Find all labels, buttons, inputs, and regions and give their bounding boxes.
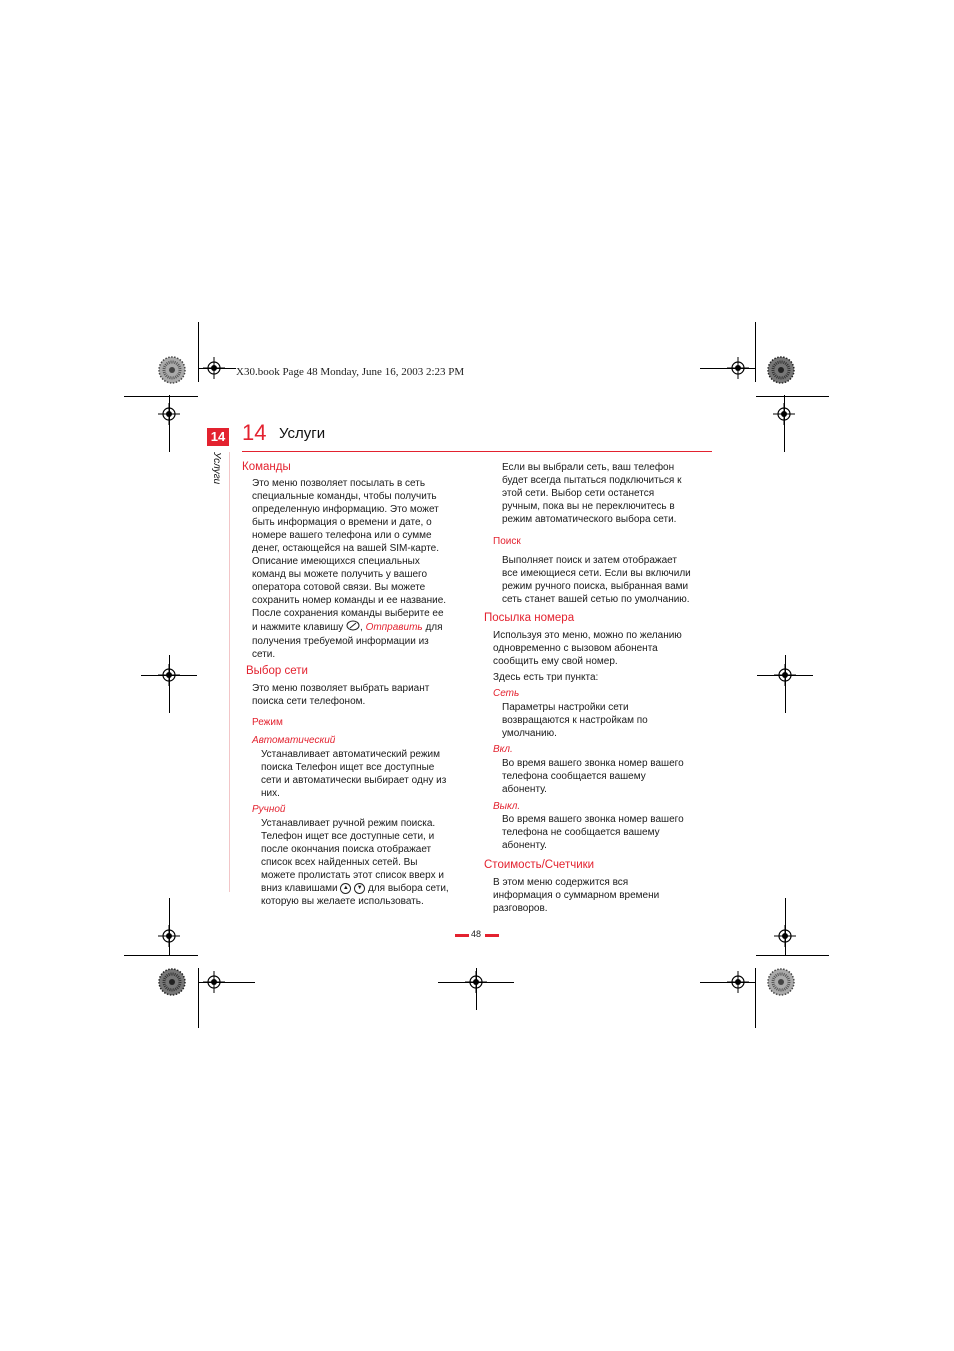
ruchnoy-text: Устанавливает ручной режим поиска. Телефон ищет все доступные сети, и после окончания поиска отображает список всех найденных сетей. Вы можете пролистать этот список вверх и вниз клавишами ▲ ▼ для выбора сети, которую вы желаете использовать.	[261, 818, 449, 907]
send-key-icon	[346, 620, 360, 635]
book-info-header: X30.book Page 48 Monday, June 16, 2003 2:23 PM	[236, 366, 465, 378]
registration-star-icon	[159, 357, 185, 383]
chapter-tab: 14	[207, 428, 229, 446]
subsection-title-auto: Автоматический	[252, 735, 336, 746]
subsection-title-vykl: Выкл.	[493, 801, 521, 812]
subsection-title-vkl: Вкл.	[493, 744, 513, 755]
registration-cross-icon	[774, 925, 796, 947]
registration-cross-icon	[158, 925, 180, 947]
vybor-text: Это меню позволяет выбрать вариант поиска сети телефоном.	[252, 683, 430, 707]
subsection-title-set: Сеть	[493, 688, 520, 699]
registration-cross-icon	[465, 971, 487, 993]
stoimost-text: В этом меню содержится вся информация о суммарном времени разговоров.	[493, 877, 660, 914]
side-section-label: Услуги	[211, 452, 222, 485]
posylka-text: Используя это меню, можно по желанию одновременно с вызовом абонента сообщить ему свой номер.	[493, 630, 682, 667]
section-title-posylka: Посылка номера	[484, 612, 575, 624]
down-arrow-key-icon: ▼	[354, 883, 365, 894]
poisk-text: Выполняет поиск и затем отображает все имеющиеся сети. Если вы включили режим ручного поиска, выбранная вами сеть станет вашей сетью по умолчанию.	[502, 555, 691, 605]
registration-cross-icon	[158, 403, 180, 425]
registration-cross-icon	[727, 357, 749, 379]
registration-cross-icon	[727, 971, 749, 993]
vykl-text: Во время вашего звонка номер вашего телефона не сообщается вашему абоненту.	[502, 814, 684, 851]
vkl-text: Во время вашего звонка номер вашего телефона сообщается вашему абоненту.	[502, 758, 684, 795]
komandy-text: Это меню позволяет посылать в сеть специальные команды, чтобы получить определенную информацию. Это может быть информация о времени и дате, о номере вашего телефона или о сумме денег, остающейся на вашей SIM-карте. Описание имеющихся специальных команд вы можете получить у вашего оператора сотовой связи. Вы можете сохранить номер команды и ее название. После сохранения команды выберите ее и нажмите клавишу , Отправить для получения требуемой информации из сети.	[252, 478, 447, 660]
page-number: 48	[471, 929, 482, 939]
set-text: Параметры настройки сети возвращаются к настройкам по умолчанию.	[502, 702, 648, 739]
subsection-title-ruchnoy: Ручной	[252, 804, 286, 815]
network-intro-text: Если вы выбрали сеть, ваш телефон будет всегда пытаться подключиться к этой сети. Выбор сети останется ручным, пока вы не переключитесь в режим автоматического выбора сети.	[502, 462, 682, 525]
chapter-rule	[242, 451, 712, 452]
page-number-bar-right	[485, 934, 499, 937]
page-number-bar-left	[455, 934, 469, 937]
section-title-vybor-seti: Выбор сети	[246, 665, 308, 677]
registration-star-icon	[768, 357, 794, 383]
subsection-title-rezhim: Режим	[252, 717, 283, 728]
registration-cross-icon	[158, 664, 180, 686]
up-arrow-key-icon: ▲	[340, 883, 351, 894]
subsection-title-poisk: Поиск	[493, 536, 521, 547]
chapter-number: 14	[242, 420, 267, 445]
send-link: Отправить	[365, 622, 423, 634]
three-items-text: Здесь есть три пункта:	[493, 672, 599, 683]
registration-cross-icon	[773, 403, 795, 425]
registration-star-icon	[768, 969, 794, 995]
auto-text: Устанавливает автоматический режим поиска Телефон ищет все доступные сети и автоматически выбирает одну из них.	[261, 749, 447, 799]
registration-star-icon	[159, 969, 185, 995]
section-title-stoimost: Стоимость/Счетчики	[484, 859, 595, 871]
section-title-komandy: Команды	[242, 461, 291, 473]
registration-cross-icon	[774, 664, 796, 686]
side-margin-line	[229, 452, 230, 892]
chapter-title: Услуги	[279, 425, 326, 442]
registration-cross-icon	[203, 971, 225, 993]
registration-cross-icon	[203, 357, 225, 379]
